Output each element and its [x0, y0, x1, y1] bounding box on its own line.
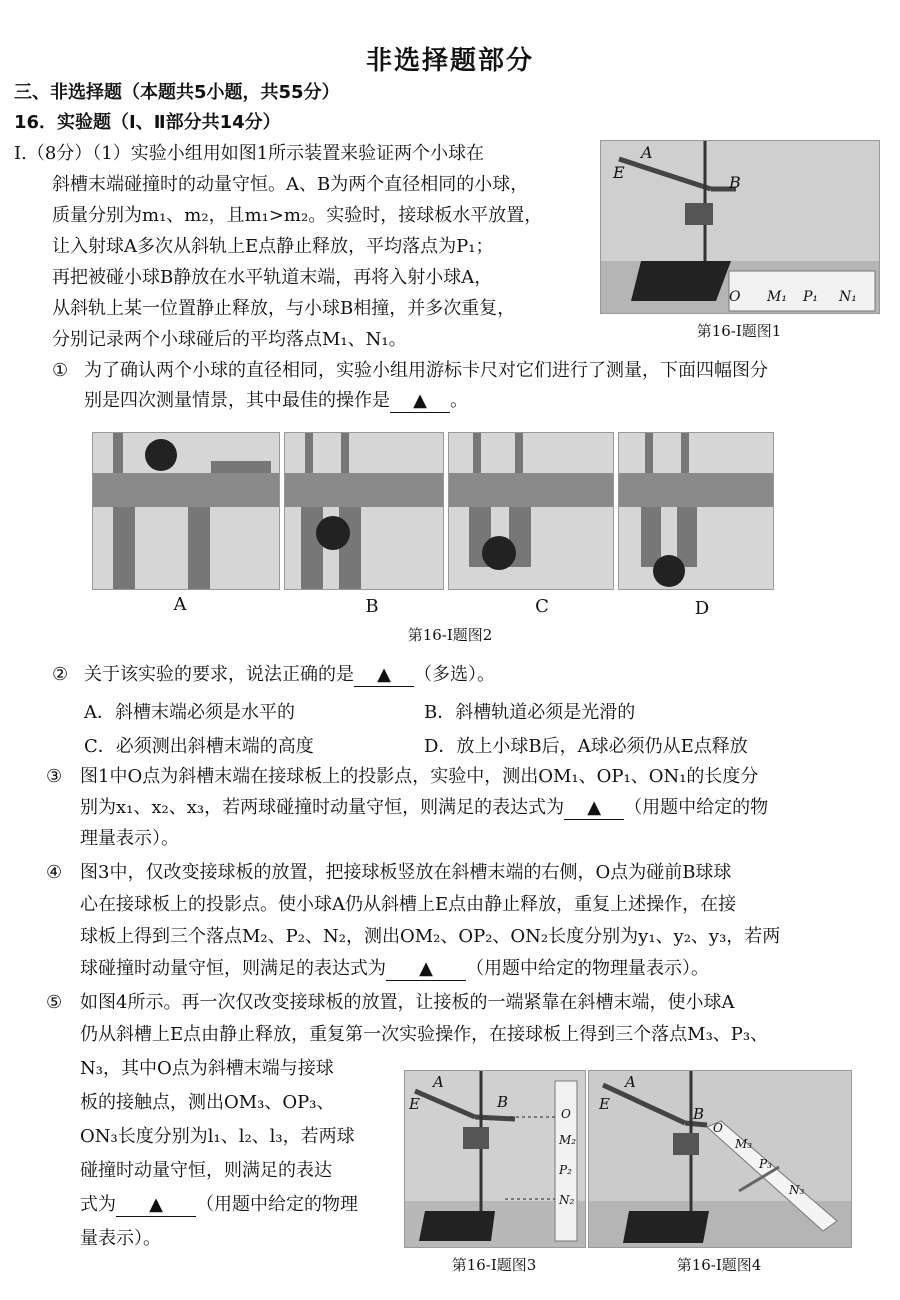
figure-3-caption: 第16-Ⅰ题图3: [451, 1256, 537, 1274]
fig1-label-o: O: [729, 289, 741, 305]
fig1-label-m1: M₁: [767, 289, 787, 305]
q4-line-1: 图3中，仅改变接球板的放置，把接球板竖放在斜槽末端的右侧，O点为碰前B球球: [80, 862, 732, 883]
fig1-label-n1: N₁: [839, 289, 857, 305]
q4-line-4-end: （用题中给定的物理量表示）。: [466, 958, 709, 979]
figure-4-caption: 第16-Ⅰ题图4: [676, 1256, 762, 1274]
q1-line-2-end: 。: [450, 390, 468, 411]
intro-line-2: 斜槽末端碰撞时的动量守恒。A、B为两个直径相同的小球，: [52, 174, 529, 195]
q4-line-4: [80, 958, 709, 981]
q5-line-5: ON₃长度分别为l₁、l₂、l₃，若两球: [80, 1126, 355, 1147]
fig4-label-a: A: [625, 1073, 636, 1091]
q5-line-7: [80, 1194, 358, 1217]
figure-1-caption: 第16-Ⅰ题图1: [696, 322, 782, 340]
figure-4-photo: [588, 1070, 852, 1248]
fig1-label-e: E: [613, 163, 625, 182]
fig4-label-p3: P₃: [759, 1157, 772, 1171]
q5-number: ⑤: [46, 992, 63, 1013]
q4-line-3: 球板上得到三个落点M₂、P₂、N₂，测出OM₂、OP₂、ON₂长度分别为y₁、y₂、y₃，若两: [80, 926, 781, 947]
figure-2-panel-c: [448, 432, 614, 590]
q3-line-2-end: （用题中给定的物: [624, 797, 769, 818]
q5-line-3: N₃，其中O点为斜槽末端与接球: [80, 1058, 334, 1079]
q2-answer-blank[interactable]: ▲: [354, 664, 414, 687]
section-title: 非选择题部分: [365, 46, 534, 76]
q5-line-7-end: （用题中给定的物理: [196, 1194, 358, 1215]
q3-answer-blank[interactable]: ▲: [564, 797, 624, 820]
q3-number: ③: [46, 766, 63, 787]
figure-3-photo: [404, 1070, 586, 1248]
q3-line-2: [80, 797, 768, 820]
figure-2-panel-a: [92, 432, 280, 590]
q5-line-2: 仍从斜槽上E点由静止释放，重复第一次实验操作，在接球板上得到三个落点M₃、P₃、: [80, 1024, 769, 1045]
intro-line-6: 从斜轨上某一位置静止释放，与小球B相撞，并多次重复，: [52, 298, 516, 319]
fig1-label-a: A: [641, 143, 653, 162]
q5-line-8: 量表示）。: [80, 1228, 161, 1249]
q3-line-1: 图1中O点为斜槽末端在接球板上的投影点，实验中，测出OM₁、OP₁、ON₁的长度分: [80, 766, 759, 787]
fig4-label-e: E: [599, 1095, 610, 1113]
fig1-label-p1: P₁: [803, 289, 819, 305]
intro-line-1: Ⅰ.（8分）（1）实验小组用如图1所示装置来验证两个小球在: [14, 143, 485, 164]
q5-answer-blank[interactable]: ▲: [116, 1194, 196, 1217]
q3-line-2-text: 别为x₁、x₂、x₃，若两球碰撞时动量守恒，则满足的表达式为: [80, 797, 565, 818]
q5-line-1: 如图4所示。再一次仅改变接球板的放置，让接板的一端紧靠在斜槽末端，使小球A: [80, 992, 735, 1013]
q2-option-d[interactable]: D．放上小球B后，A球必须仍从E点释放: [424, 736, 748, 757]
fig3-label-e: E: [409, 1095, 420, 1113]
q5-line-7-text: 式为: [80, 1194, 116, 1215]
intro-line-7: 分别记录两个小球碰后的平均落点M₁、N₁。: [52, 329, 407, 350]
intro-line-5: 再把被碰小球B静放在水平轨道末端，再将入射小球A，: [52, 267, 493, 288]
fig4-label-n3: N₃: [789, 1183, 805, 1197]
q1-number: ①: [52, 360, 69, 381]
q1-answer-blank[interactable]: ▲: [390, 390, 450, 413]
fig3-label-b: B: [497, 1093, 509, 1111]
figure-2-label-a: A: [173, 594, 187, 615]
q2-stem: [84, 664, 495, 687]
fig4-label-b: B: [693, 1105, 705, 1123]
figure-2-panel-b: [284, 432, 444, 590]
q4-line-4-text: 球碰撞时动量守恒，则满足的表达式为: [80, 958, 386, 979]
q1-line-2-text: 别是四次测量情景，其中最佳的操作是: [84, 390, 390, 411]
figure-1-photo: [600, 140, 880, 314]
fig3-label-p2: P₂: [559, 1163, 572, 1177]
figure-2-panel-d: [618, 432, 774, 590]
q2-option-b[interactable]: B．斜槽轨道必须是光滑的: [424, 702, 636, 723]
q5-line-4: 板的接触点，测出OM₃、OP₃、: [80, 1092, 335, 1113]
q4-number: ④: [46, 862, 63, 883]
fig4-label-m3: M₃: [735, 1137, 753, 1151]
part-heading: 三、非选择题（本题共5小题，共55分）: [14, 82, 340, 103]
fig3-label-o: O: [561, 1107, 571, 1121]
q3-line-3: 理量表示）。: [80, 828, 179, 849]
figure-2-label-b: B: [365, 596, 379, 617]
intro-line-3: 质量分别为m₁、m₂，且m₁>m₂。实验时，接球板水平放置，: [52, 205, 543, 226]
intro-line-4: 让入射球A多次从斜轨上E点静止释放，平均落点为P₁；: [52, 236, 494, 257]
q2-number: ②: [52, 664, 69, 685]
q2-stem-text: 关于该实验的要求，说法正确的是: [84, 664, 354, 685]
q1-line-1: 为了确认两个小球的直径相同，实验小组用游标卡尺对它们进行了测量，下面四幅图分: [84, 360, 768, 381]
q5-line-6: 碰撞时动量守恒，则满足的表达: [80, 1160, 332, 1181]
q2-option-a[interactable]: A．斜槽末端必须是水平的: [84, 702, 295, 723]
q2-option-c[interactable]: C．必须测出斜槽末端的高度: [84, 736, 314, 757]
figure-2-caption: 第16-Ⅰ题图2: [407, 626, 493, 644]
fig3-label-m2: M₂: [559, 1133, 577, 1147]
fig3-label-n2: N₂: [559, 1193, 575, 1207]
fig3-label-a: A: [433, 1073, 444, 1091]
figure-2-label-c: C: [535, 596, 549, 617]
q4-line-2: 心在接球板上的投影点。使小球A仍从斜槽上E点由静止释放，重复上述操作，在接: [80, 894, 737, 915]
question-16-heading: 16．实验题（Ⅰ、Ⅱ部分共14分）: [14, 112, 281, 133]
fig1-label-b: B: [729, 173, 741, 192]
q2-stem-end: （多选）。: [414, 664, 495, 685]
figure-2-label-d: D: [694, 598, 710, 619]
fig4-label-o: O: [713, 1121, 723, 1135]
q4-answer-blank[interactable]: ▲: [386, 958, 466, 981]
q1-line-2: [84, 390, 468, 413]
